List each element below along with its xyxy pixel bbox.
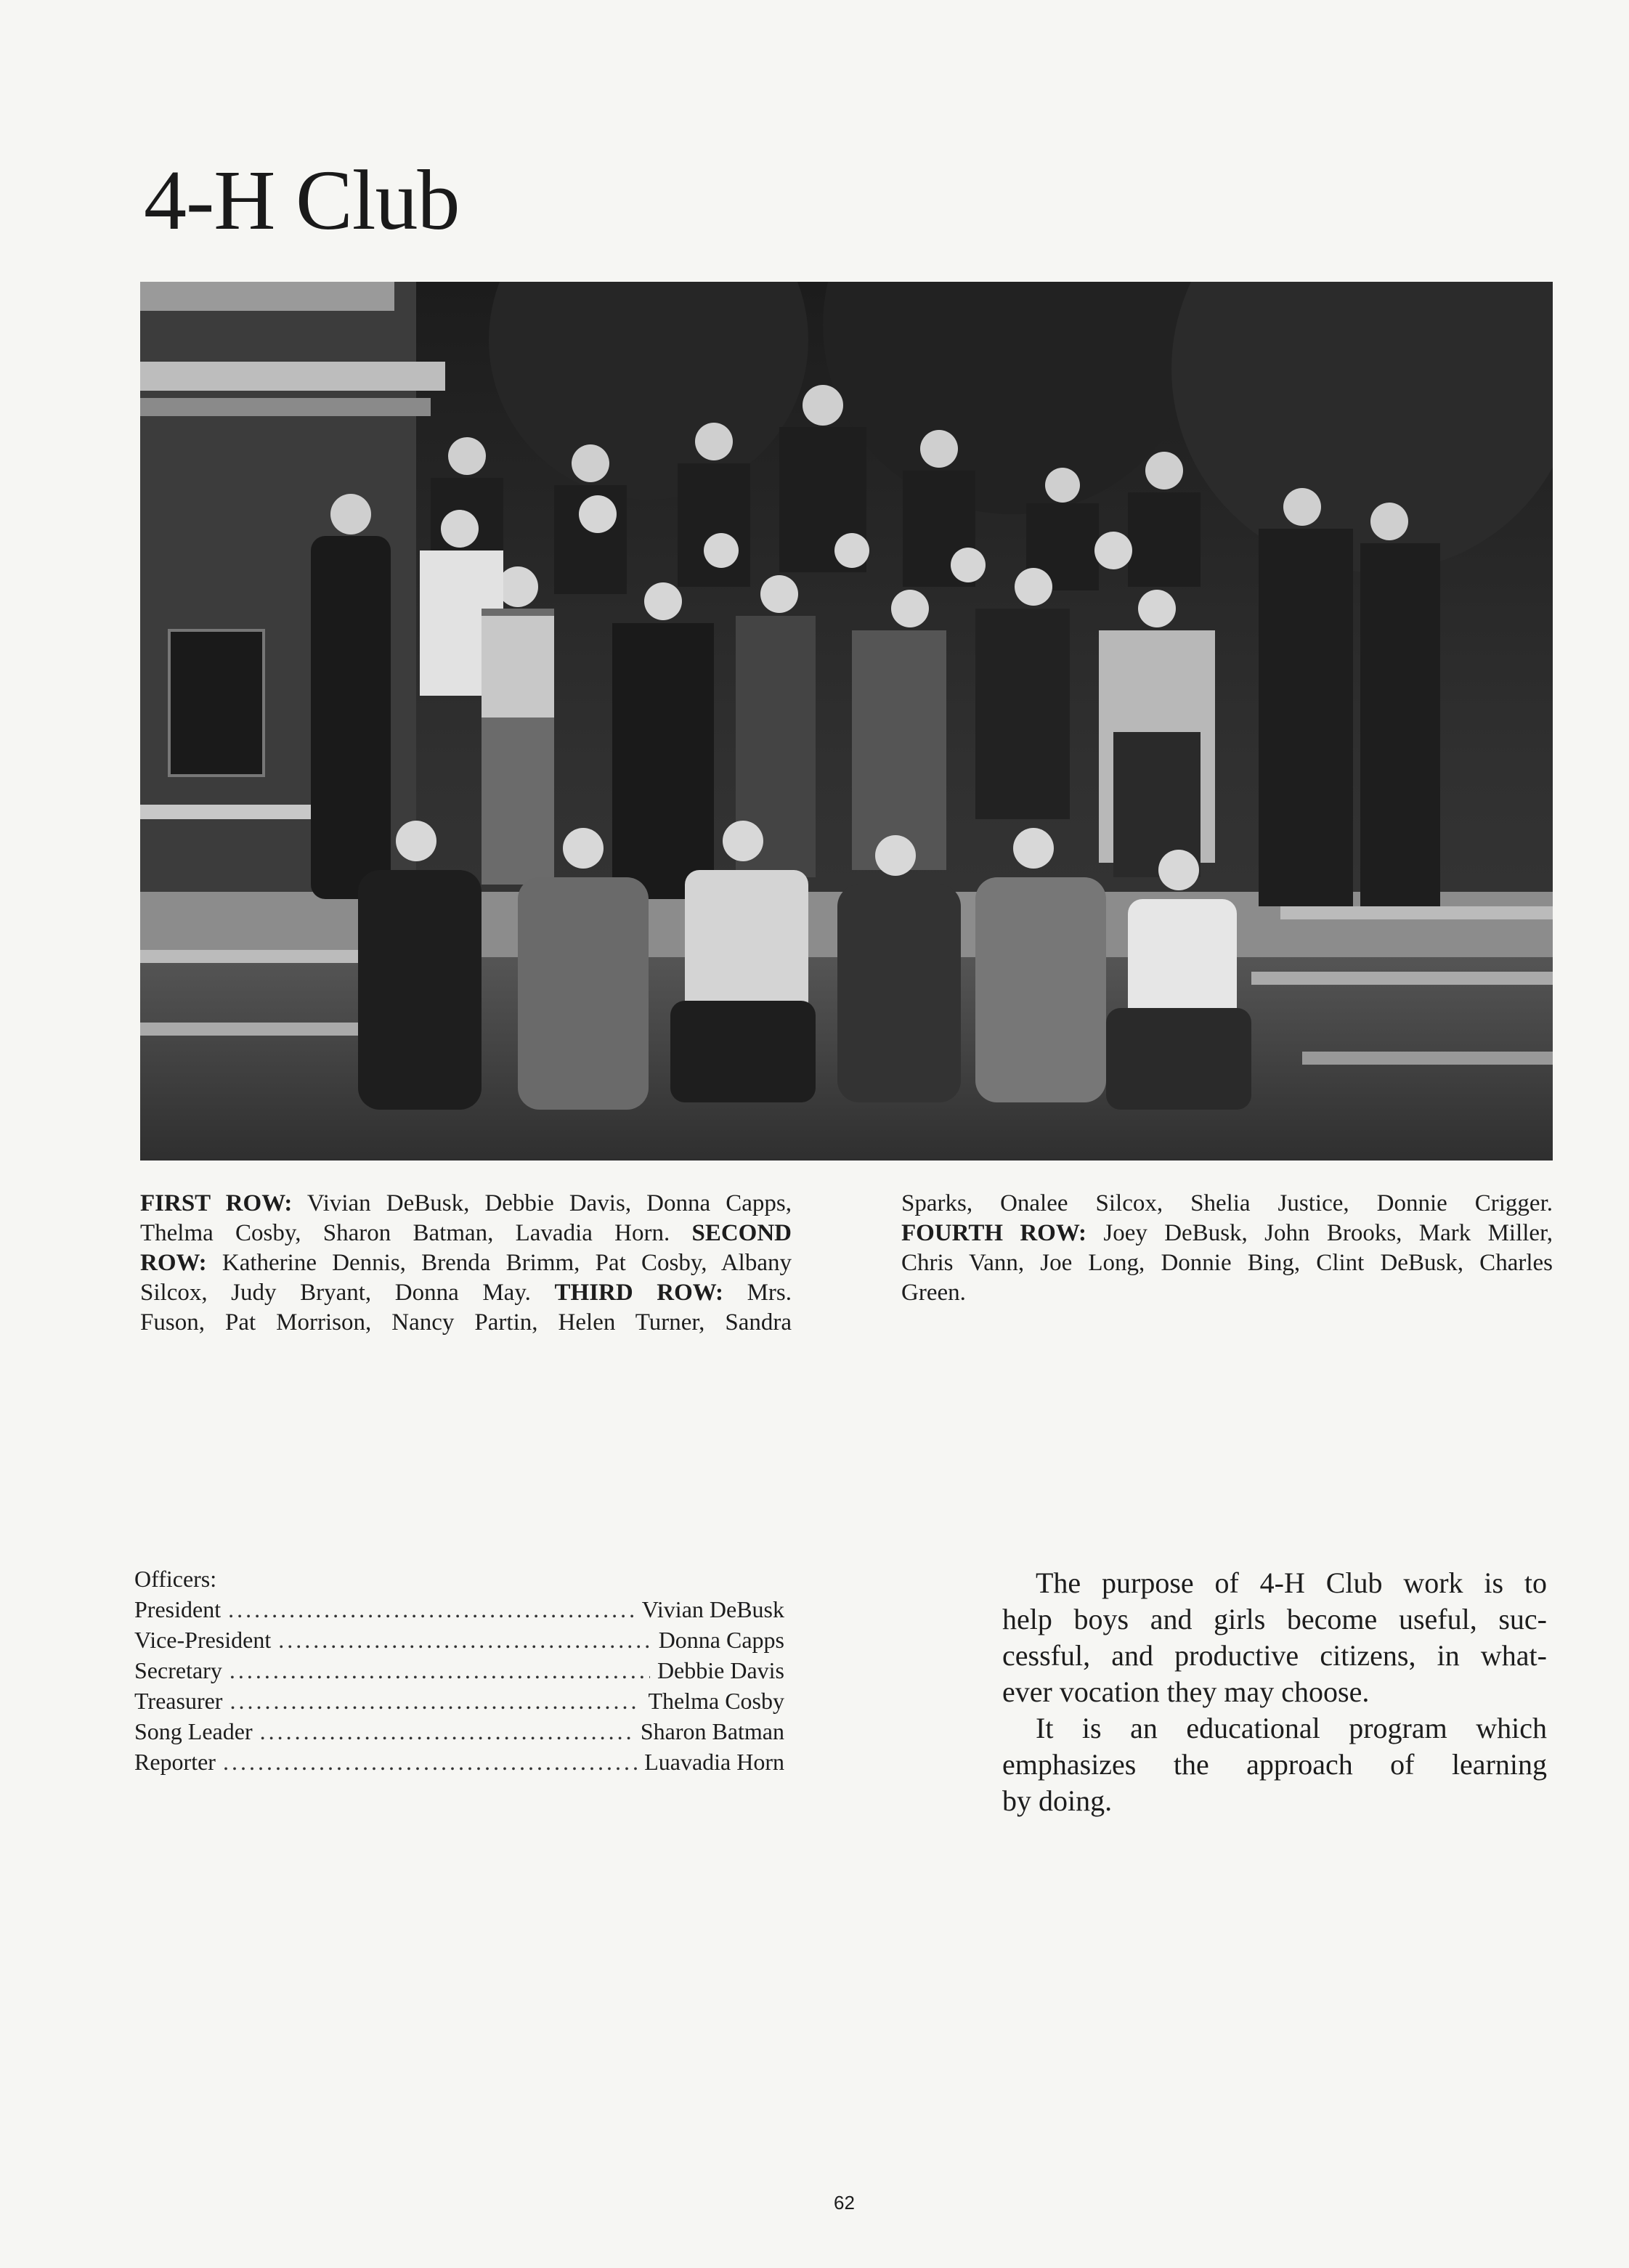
dot-leader — [229, 1686, 641, 1716]
caption-line — [901, 1248, 1553, 1278]
caption-line — [140, 1278, 792, 1308]
caption-names: Silcox, Judy Bryant, Donna May. — [140, 1280, 555, 1306]
purpose-line: ever vocation they may choose. — [1002, 1675, 1370, 1708]
officer-role: Vice-President — [134, 1627, 272, 1653]
officer-row — [134, 1747, 784, 1777]
officer-name: Vivian DeBusk — [641, 1596, 784, 1622]
officer-name: Donna Capps — [658, 1627, 784, 1653]
caption-left-column — [140, 1189, 792, 1338]
row-label: ROW: — [140, 1250, 207, 1276]
officer-row — [134, 1625, 784, 1655]
caption-names: Joey DeBusk, John Brooks, Mark Miller, — [1086, 1220, 1553, 1246]
purpose-line: help boys and girls become useful, suc- — [1002, 1603, 1547, 1635]
purpose-line: by doing. — [1002, 1784, 1113, 1817]
group-photo-image — [140, 282, 1553, 1161]
officer-name: Thelma Cosby — [648, 1688, 784, 1714]
caption-right-column — [901, 1189, 1553, 1308]
caption-line — [140, 1308, 792, 1338]
officer-row — [134, 1594, 784, 1625]
dot-leader — [278, 1625, 651, 1655]
row-label: FIRST ROW: — [140, 1190, 293, 1216]
officer-role: Song Leader — [134, 1718, 253, 1744]
row-label: FOURTH ROW: — [901, 1220, 1087, 1246]
officer-row — [134, 1655, 784, 1686]
caption-names: Chris Vann, Joe Long, Donnie Bing, Clint DeBusk, Charles — [901, 1250, 1553, 1276]
caption-line — [140, 1219, 792, 1248]
officer-name: Luavadia Horn — [644, 1749, 784, 1775]
caption-names: Vivian DeBusk, Debbie Davis, Donna Capps, — [292, 1190, 792, 1216]
dot-leader — [260, 1716, 633, 1747]
dot-leader — [228, 1594, 635, 1625]
caption-line — [901, 1189, 1553, 1219]
officer-role: Secretary — [134, 1657, 222, 1683]
caption-names: Fuson, Pat Morrison, Nancy Partin, Helen Turner, Sandra — [140, 1309, 792, 1336]
officer-row — [134, 1686, 784, 1716]
row-label: SECOND — [691, 1220, 792, 1246]
caption-line — [901, 1278, 1553, 1308]
officers-list — [134, 1564, 784, 1777]
officer-name: Debbie Davis — [657, 1657, 784, 1683]
page-title: 4-H Club — [144, 153, 460, 248]
caption-names: Katherine Dennis, Brenda Brimm, Pat Cosby, Albany — [206, 1250, 792, 1276]
officers-heading: Officers: — [134, 1566, 217, 1592]
officer-role: Treasurer — [134, 1688, 223, 1714]
row-label: THIRD ROW: — [554, 1280, 723, 1306]
officer-role: Reporter — [134, 1749, 216, 1775]
group-photo — [140, 282, 1553, 1161]
caption-line — [901, 1219, 1553, 1248]
caption-names: Mrs. — [723, 1280, 792, 1306]
officer-name: Sharon Batman — [640, 1718, 784, 1744]
dot-leader — [229, 1655, 650, 1686]
caption-names: Sparks, Onalee Silcox, Shelia Justice, Donnie Crigger. — [901, 1190, 1553, 1216]
caption-names: Thelma Cosby, Sharon Batman, Lavadia Horn. — [140, 1220, 692, 1246]
dot-leader — [223, 1747, 637, 1777]
page-number: 62 — [834, 2192, 855, 2214]
caption-line — [140, 1189, 792, 1219]
officer-row — [134, 1716, 784, 1747]
caption-names: Green. — [901, 1280, 966, 1306]
purpose-paragraph — [1002, 1565, 1547, 1819]
officer-role: President — [134, 1596, 222, 1622]
caption-line — [140, 1248, 792, 1278]
purpose-line: It is an educational program which — [1036, 1712, 1547, 1744]
purpose-line: emphasizes the approach of learning — [1002, 1748, 1547, 1781]
purpose-line: cessful, and productive citizens, in what- — [1002, 1639, 1547, 1672]
purpose-line: The purpose of 4-H Club work is to — [1036, 1566, 1547, 1599]
